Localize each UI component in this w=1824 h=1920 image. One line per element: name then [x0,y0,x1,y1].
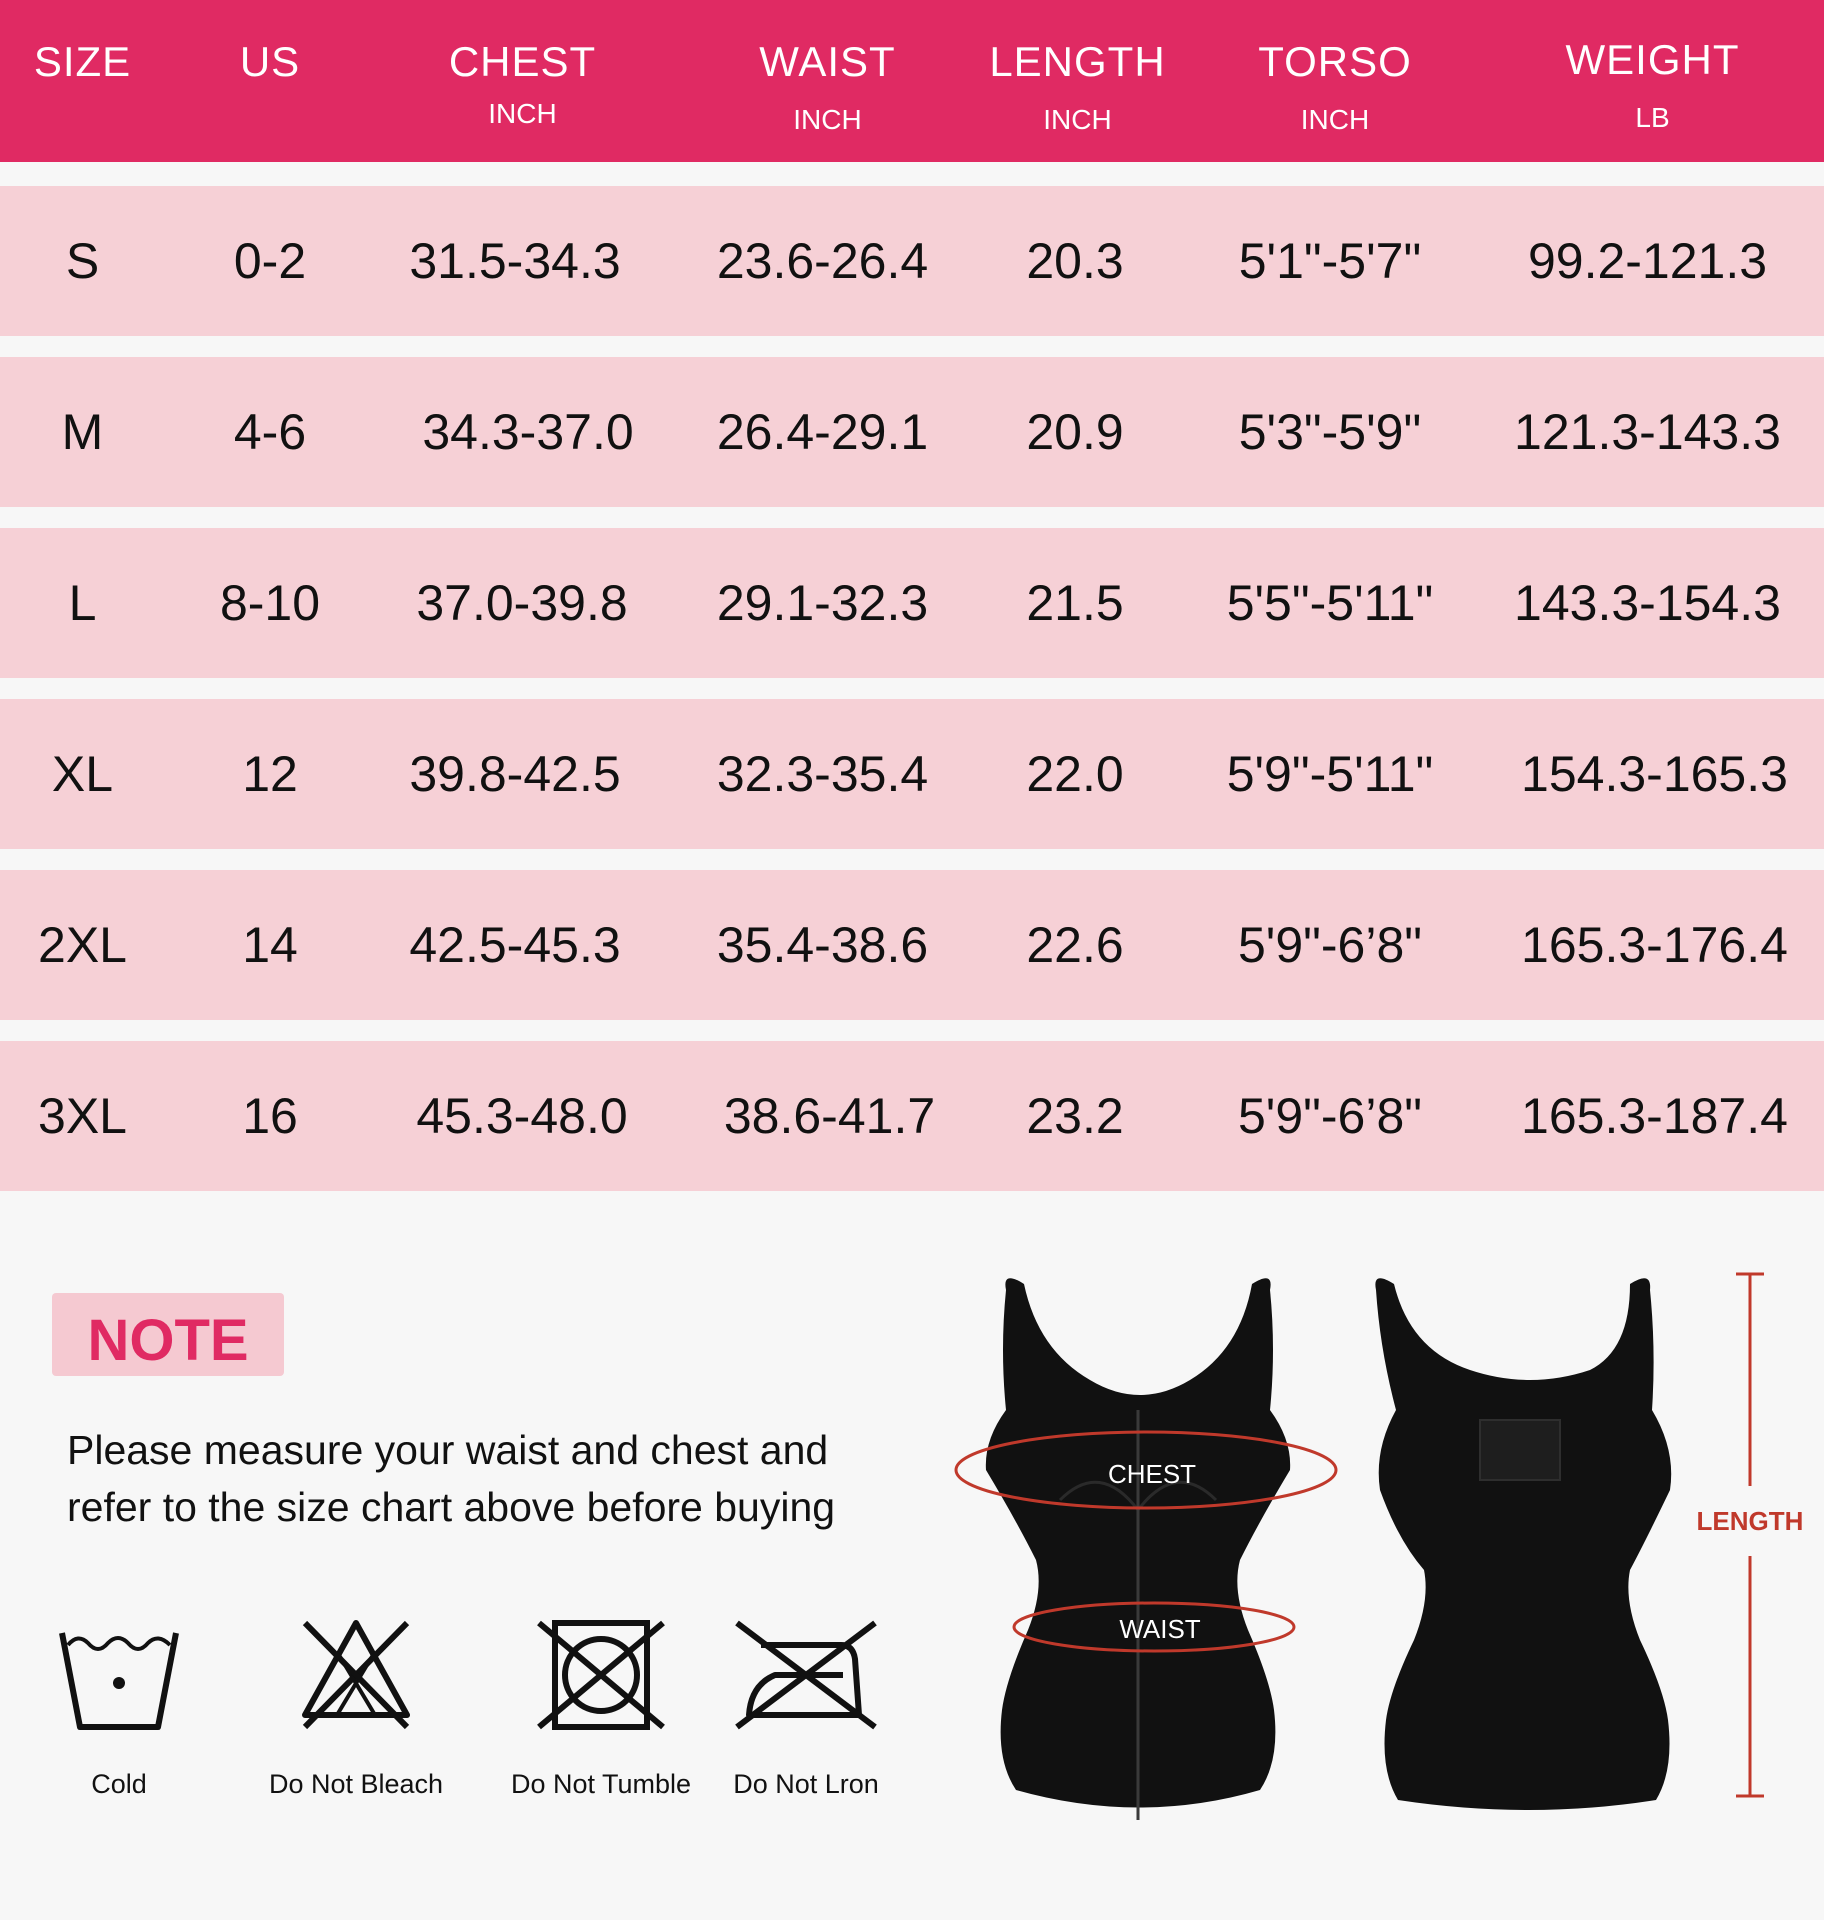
cell-torso: 5'9"-5'11" [1226,746,1434,802]
cell-waist: 35.4-38.6 [716,917,929,973]
cell-chest: 37.0-39.8 [416,575,628,631]
cell-torso: 5'9"-6’8" [1237,917,1423,973]
cell-chest: 34.3-37.0 [422,404,634,460]
chest-label: CHEST [1107,1459,1197,1489]
note-text [67,1422,867,1536]
header-length [960,0,1195,162]
cell-length: 23.2 [1026,1088,1124,1144]
cell-waist: 32.3-35.4 [716,746,929,802]
cell-us: 8-10 [219,575,321,631]
cell-length: 20.9 [1026,404,1124,460]
cell-us: 12 [242,746,298,802]
table-row [0,357,1824,507]
waist-label: WAIST [1119,1614,1201,1644]
cell-torso: 5'3"-5'9" [1238,404,1422,460]
cell-us: 16 [242,1088,298,1144]
length-label: LENGTH [1696,1506,1804,1536]
care-label: Do Not Lron [733,1769,879,1799]
garment-illustration [940,1260,1824,1840]
header-title: LENGTH [989,38,1166,85]
cell-us: 14 [242,917,298,973]
size-chart-header [0,0,1824,162]
cell-chest: 31.5-34.3 [409,233,621,289]
do-not-tumble-icon [533,1615,669,1735]
header-unit: INCH [1043,104,1112,135]
cell-weight: 121.3-143.3 [1514,404,1781,460]
header-unit: INCH [1300,104,1370,135]
header-title: WAIST [759,38,896,85]
care-label: Do Not Bleach [268,1769,444,1799]
cell-length: 22.6 [1026,917,1124,973]
note-line-1: Please measure your waist and chest and [67,1427,829,1473]
header-title: US [239,38,301,85]
cell-length: 21.5 [1026,575,1124,631]
care-item-do-not-bleach [256,1615,456,1800]
cell-length: 22.0 [1026,746,1124,802]
note-line-2: refer to the size chart above before buying [67,1484,836,1530]
cell-size: L [68,575,97,631]
cell-weight: 99.2-121.3 [1527,233,1768,289]
table-row [0,699,1824,849]
wash-cold-icon [54,1615,184,1735]
header-unit: INCH [793,104,862,135]
cell-size: S [65,233,100,289]
garment-svg [940,1260,1824,1840]
header-us [165,0,375,162]
header-title: CHEST [448,38,597,85]
header-weight [1530,0,1775,162]
cell-chest: 39.8-42.5 [409,746,621,802]
do-not-bleach-icon [291,1615,421,1735]
cell-torso: 5'9"-6’8" [1237,1088,1423,1144]
care-item-do-not-iron [706,1615,906,1800]
cell-weight: 154.3-165.3 [1521,746,1788,802]
cell-waist: 29.1-32.3 [716,575,929,631]
header-title: WEIGHT [1565,36,1740,83]
care-item-do-not-tumble [501,1615,701,1800]
header-chest [400,0,645,162]
cell-waist: 38.6-41.7 [723,1088,936,1144]
cell-size: 3XL [38,1088,127,1144]
cell-torso: 5'1"-5'7" [1238,233,1422,289]
header-size [0,0,165,162]
header-title: SIZE [33,38,132,85]
header-torso [1215,0,1455,162]
care-label: Do Not Tumble [510,1769,692,1799]
table-row [0,528,1824,678]
cell-weight: 165.3-176.4 [1521,917,1788,973]
header-unit: LB [1635,102,1670,133]
cell-us: 4-6 [233,404,307,460]
cell-chest: 45.3-48.0 [416,1088,628,1144]
table-row [0,870,1824,1020]
back-hook-panel [1480,1420,1560,1480]
cell-weight: 143.3-154.3 [1514,575,1781,631]
note-title: NOTE [87,1308,249,1373]
cell-waist: 26.4-29.1 [716,404,929,460]
note-badge [52,1293,284,1376]
header-waist [705,0,950,162]
cell-weight: 165.3-187.4 [1521,1088,1788,1144]
header-title: TORSO [1258,38,1412,85]
cell-us: 0-2 [233,233,307,289]
table-row [0,186,1824,336]
cell-size: 2XL [38,917,127,973]
cell-chest: 42.5-45.3 [409,917,621,973]
cell-size: XL [51,746,114,802]
care-label: Cold [91,1769,147,1799]
table-row [0,1041,1824,1191]
cell-size: M [61,404,104,460]
back-garment-shape [1375,1278,1671,1810]
header-unit: INCH [488,98,557,129]
care-item-cold [19,1615,219,1800]
cell-length: 20.3 [1026,233,1124,289]
do-not-iron-icon [731,1615,881,1735]
cell-waist: 23.6-26.4 [716,233,929,289]
cell-torso: 5'5"-5'11" [1226,575,1434,631]
